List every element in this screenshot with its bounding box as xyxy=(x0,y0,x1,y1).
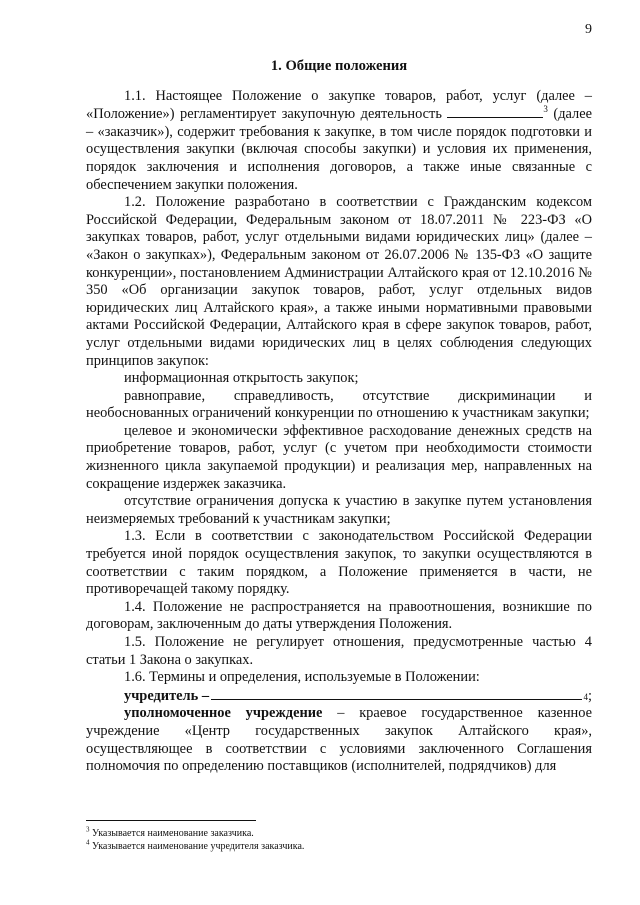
footnote-4 xyxy=(86,840,592,853)
footnotes xyxy=(86,820,592,853)
page-number: 9 xyxy=(585,22,592,37)
footnote-3 xyxy=(86,827,592,840)
principle-1: информационная открытость закупок; xyxy=(124,370,359,387)
paragraph-1-1-rest: (далее – «заказчик»), содержит требования к закупке, в том числе порядок подготовки и осуществления закупки (включая способы закупки) и условия их применения, порядок заключения и исполнения договоров, а также иные связанные с обеспечением закупки положения. xyxy=(86,106,592,193)
term-authorized-institution xyxy=(86,705,592,775)
term-authorized-label: уполномоченное учреждение xyxy=(124,705,323,722)
term-authorized-definition: – краевое государственное казенное учреждение «Центр государственных закупок Алтайского края», осуществляющее в соответствии с условиями заключенного Соглашения полномочия по определению поставщиков (исполнителей, подрядчиков) для xyxy=(86,705,592,775)
footnote-3-mark: 3 xyxy=(86,825,90,834)
paragraph-1-3: 1.3. Если в соответствии с законодательством Российской Федерации требуется иной порядок осуществления закупок, то закупки осуществляются в соответствии с таким порядком, а Положение применяется в части, не противоречащей такому порядку. xyxy=(86,528,592,598)
paragraph-1-6: 1.6. Термины и определения, используемые в Положении: xyxy=(124,669,480,686)
section-heading: 1. Общие положения xyxy=(270,58,408,74)
term-founder-end: ; xyxy=(588,687,592,704)
founder-name-blank xyxy=(211,687,581,700)
footnote-separator xyxy=(86,820,256,821)
paragraph-1-4: 1.4. Положение не распространяется на правоотношения, возникшие по договорам, заключенным до даты утверждения Положения. xyxy=(86,598,592,633)
term-founder: учредитель – 4 ; xyxy=(124,687,592,704)
customer-name-blank xyxy=(447,105,543,118)
footnote-ref-3: 3 xyxy=(543,104,548,115)
principle-2: равноправие, справедливость, отсутствие дискриминации и необоснованных ограничений конкуренции по отношению к участникам закупки; xyxy=(86,387,592,422)
paragraph-1-5: 1.5. Положение не регулирует отношения, предусмотренные частью 4 статьи 1 Закона о закупках. xyxy=(86,634,592,668)
term-founder-label: учредитель – xyxy=(124,687,210,704)
footnote-3-text: Указывается наименование заказчика. xyxy=(89,828,254,839)
principle-3: целевое и экономически эффективное расходование денежных средств на приобретение товаров, работ, услуг (с учетом при необходимости стоимости жизненного цикла закупаемой продукции) и реализация мер, направленных на сокращение издержек заказчика. xyxy=(86,422,592,492)
footnote-4-mark: 4 xyxy=(86,838,90,847)
paragraph-1-2: 1.2. Положение разработано в соответствии с Гражданским кодексом Российской Федерации, Федеральным законом от 18.07.2011 № 223-ФЗ «О закупках товаров, работ, услуг отдельными видами юридических лиц» (далее – «Закон о закупках»), Федеральным законом от 26.07.2006 № 135-ФЗ «О защите конкуренции», постановлением Администрации Алтайского края от 12.10.2016 № 350 «Об организации закупок товаров, работ, услуг отдельных видов юридических лиц Алтайского края», а также иными нормативными правовыми актами Российской Федерации, Алтайского края в сфере закупок товаров, работ, услуг отдельными видами юридических лиц в целях соблюдения следующих принципов закупок: xyxy=(86,194,592,369)
document-body xyxy=(86,58,592,776)
paragraph-1-1 xyxy=(86,88,592,195)
footnote-4-text: Указывается наименование учредителя заказчика. xyxy=(89,841,305,852)
paragraph-1-1-text: 1.1. Настоящее Положение о закупке товаров, работ, услуг (далее – «Положение») регламентирует закупочную деятельность xyxy=(86,87,592,123)
principle-4: отсутствие ограничения допуска к участию в закупке путем установления неизмеряемых требований к участникам закупки; xyxy=(86,493,592,527)
